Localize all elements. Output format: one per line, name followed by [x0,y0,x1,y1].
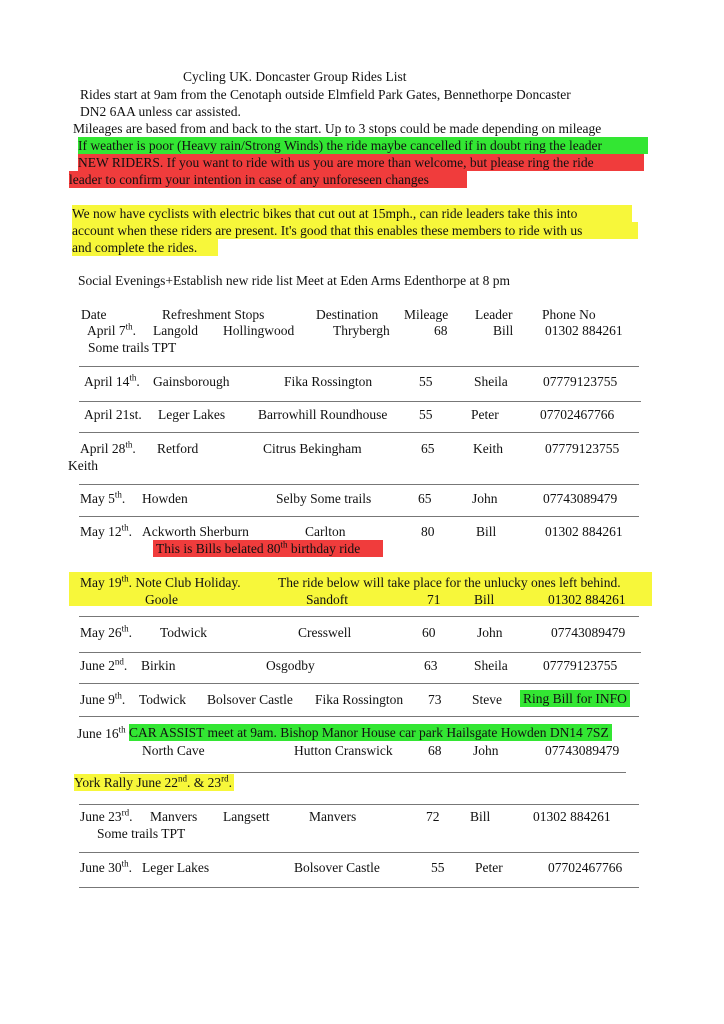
ride-destination: Cresswell [298,625,352,640]
ride-phone: 07779123755 [545,441,620,456]
ride-phone: 01302 884261 [545,323,623,338]
ride-stop: Retford [157,441,199,456]
ride-phone: 01302 884261 [545,524,623,539]
ride-leader: John [477,625,503,640]
ride-date: June 16th [77,724,126,741]
ride-destination: Citrus Bekingham [263,441,362,456]
ride-mileage: 73 [428,692,442,707]
ride-mileage: 68 [434,323,448,338]
ride-stop: Leger Lakes [142,860,210,875]
ride-destination: Thrybergh [333,323,390,338]
ride-phone: 07779123755 [543,658,618,673]
ride-mileage: 71 [427,592,441,607]
column-header-destination: Destination [316,307,379,322]
row-divider [79,887,639,888]
ride-leader: Peter [475,860,503,875]
club-holiday-note: The ride below will take place for the unlucky ones left behind. [278,575,621,590]
ride-date: April 28th. [80,439,136,456]
ride-mileage: 55 [431,860,445,875]
ride-stop: Hollingwood [223,323,295,338]
ride-phone: 01302 884261 [533,809,611,824]
ride-leader: Bill [474,592,495,607]
ride-date: May 19th. Note Club Holiday. [80,573,241,590]
ride-destination: Fika Rossington [284,374,373,389]
ride-stop: Howden [142,491,188,506]
ride-leader: John [472,491,498,506]
ride-date: April 7th. [87,321,137,338]
ride-mileage: 55 [419,374,433,389]
ride-mileage: 55 [419,407,433,422]
ride-leader: Bill [493,323,514,338]
row-divider [79,484,639,485]
column-header-stops: Refreshment Stops [162,307,265,322]
ride-note: Some trails TPT [97,826,186,841]
column-header-mileage: Mileage [404,307,449,322]
ride-stop: Birkin [141,658,176,673]
ride-stop: Leger Lakes [158,407,226,422]
ride-date: June 9th. [80,690,126,707]
ride-note: Some trails TPT [88,340,177,355]
row-divider [79,366,639,367]
ride-note: Keith [68,458,98,473]
row-divider [79,516,639,517]
ride-date: May 12th. [80,522,133,539]
row-divider [79,852,639,853]
social-evenings-note: Social Evenings+Establish new ride list Meet at Eden Arms Edenthorpe at 8 pm [78,273,511,288]
ride-mileage: 65 [418,491,432,506]
ride-phone: 07779123755 [543,374,618,389]
start-location-line: Rides start at 9am from the Cenotaph outside Elmfield Park Gates, Bennethorpe Doncaster [80,87,571,102]
ride-leader: Bill [476,524,497,539]
ride-mileage: 65 [421,441,435,456]
row-divider [79,432,639,433]
row-divider [79,683,639,684]
column-header-date: Date [81,307,107,322]
ride-stop: Gainsborough [153,374,230,389]
ride-destination: Carlton [305,524,346,539]
ride-phone: 07702467766 [548,860,623,875]
ebike-note-3: and complete the rides. [72,239,218,256]
ride-destination: Bolsover Castle [294,860,380,875]
ride-destination: Manvers [309,809,357,824]
ride-stop: Goole [145,592,178,607]
new-riders-note-2: leader to confirm your intention in case of any unforeseen changes [69,171,467,188]
car-assist-note: CAR ASSIST meet at 9am. Bishop Manor House car park Hailsgate Howden DN14 7SZ [129,724,612,741]
ride-stop: Manvers [150,809,198,824]
ride-stop: Langsett [223,809,270,824]
ride-mileage: 60 [422,625,436,640]
ride-mileage: 68 [428,743,442,758]
ride-stop: Bolsover Castle [207,692,293,707]
ride-date: June 23rd. [80,807,133,824]
ride-leader: Steve [472,692,502,707]
ride-phone: 07743089479 [545,743,620,758]
weather-warning: If weather is poor (Heavy rain/Strong Winds) the ride maybe cancelled if in doubt ring the leader [78,137,648,154]
row-divider [79,716,639,717]
ride-date: June 30th. [80,858,133,875]
ride-stop: Todwick [160,625,208,640]
ride-date: May 26th. [80,623,133,640]
row-divider [120,772,626,773]
ride-destination: Fika Rossington [315,692,404,707]
ride-stop: Langold [153,323,198,338]
ride-leader: Sheila [474,374,508,389]
ride-phone: 01302 884261 [548,592,626,607]
mileage-note: Mileages are based from and back to the start. Up to 3 stops could be made depending on mileage [73,121,602,136]
ride-phone: 07743089479 [551,625,626,640]
ride-date: June 2nd. [80,656,128,673]
row-divider [79,616,639,617]
ride-leader: John [473,743,499,758]
page-title: Cycling UK. Doncaster Group Rides List [183,69,407,84]
start-postcode-line: DN2 6AA unless car assisted. [80,104,241,119]
ride-leader: Keith [473,441,503,456]
ride-destination: Selby Some trails [276,491,372,506]
ebike-note-2: account when these riders are present. It's good that this enables these members to ride with us [72,222,638,239]
ride-stop: Ackworth Sherburn [142,524,249,539]
ride-mileage: 63 [424,658,438,673]
birthday-ride-note: This is Bills belated 80th birthday ride [153,540,383,557]
ring-bill-note: Ring Bill for INFO [520,690,630,707]
ride-date: May 5th. [80,489,126,506]
ride-stop: Todwick [139,692,187,707]
ride-leader: Peter [471,407,499,422]
row-divider [79,401,641,402]
new-riders-note-1: NEW RIDERS. If you want to ride with us you are more than welcome, but please ring the ride [78,154,644,171]
ride-leader: Bill [470,809,491,824]
ride-mileage: 72 [426,809,440,824]
ride-destination: Sandoft [306,592,348,607]
ride-mileage: 80 [421,524,435,539]
column-header-phone: Phone No [542,307,596,322]
ride-destination: Hutton Cranswick [294,743,393,758]
ride-phone: 07702467766 [540,407,615,422]
ride-date: April 21st. [84,407,142,422]
ride-stop: North Cave [142,743,205,758]
column-header-leader: Leader [475,307,513,322]
ride-date: April 14th. [84,372,140,389]
ride-leader: Sheila [474,658,508,673]
ride-phone: 07743089479 [543,491,618,506]
ebike-note-1: We now have cyclists with electric bikes that cut out at 15mph., can ride leaders take this into [72,205,632,222]
row-divider [79,652,641,653]
york-rally-note: York Rally June 22nd. & 23rd. [74,773,233,790]
row-divider [79,804,639,805]
ride-destination: Osgodby [266,658,315,673]
ride-destination: Barrowhill Roundhouse [258,407,388,422]
